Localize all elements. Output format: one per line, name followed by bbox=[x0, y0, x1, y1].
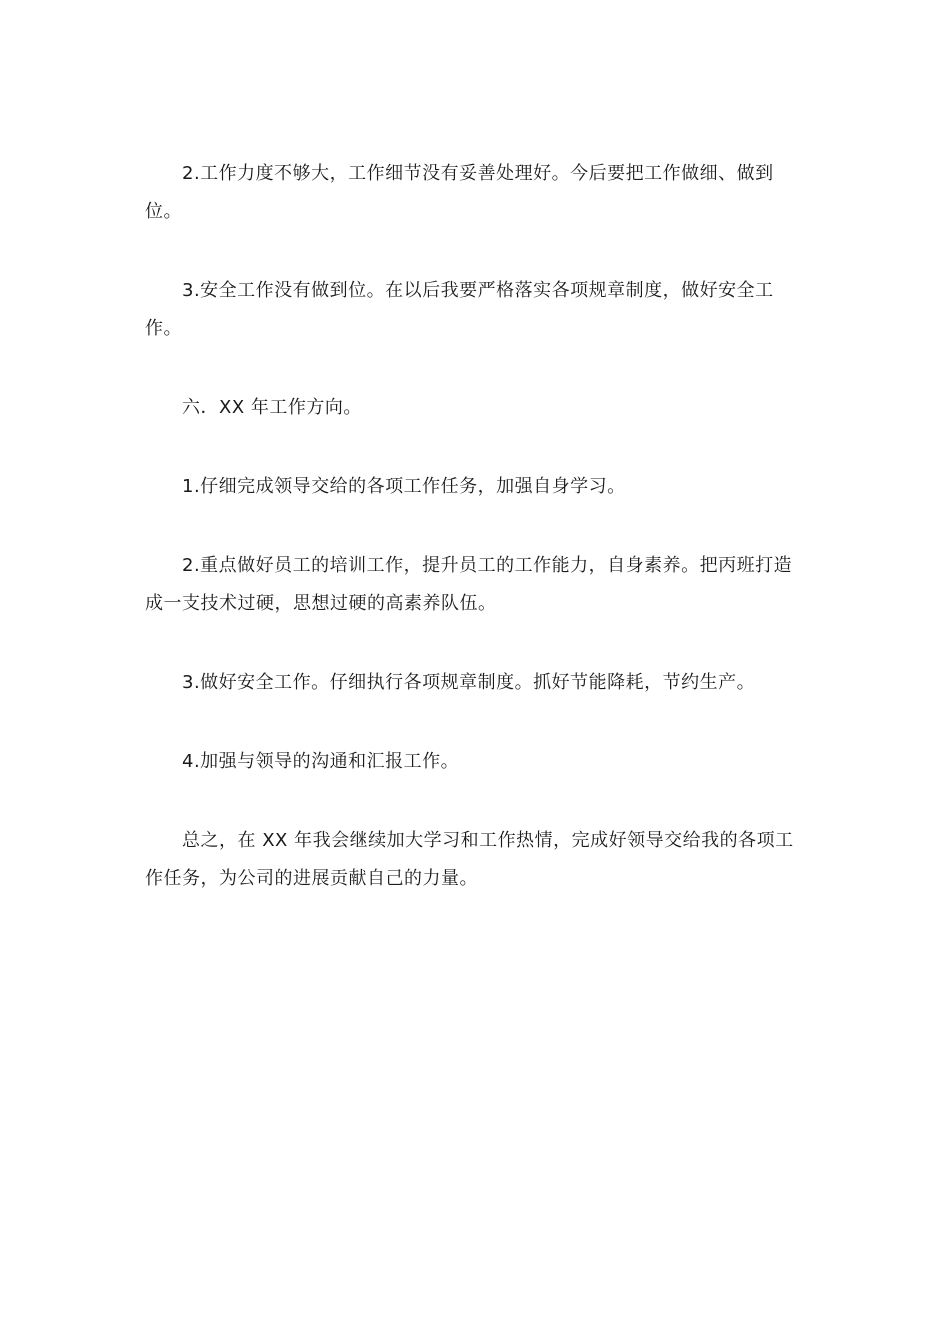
paragraph-direction-4: 4.加强与领导的沟通和汇报工作。 bbox=[182, 751, 460, 772]
paragraph-safety-issue: 3.安全工作没有做到位。在以后我要严格落实各项规章制度，做好安全工作。 bbox=[145, 280, 774, 339]
paragraph-improve-detail: 2.工作力度不够大，工作细节没有妥善处理好。今后要把工作做细、做到位。 bbox=[145, 163, 774, 222]
paragraph-direction-1: 1.仔细完成领导交给的各项工作任务，加强自身学习。 bbox=[182, 476, 626, 497]
document-body bbox=[145, 155, 807, 939]
paragraph-conclusion: 总之，在 XX 年我会继续加大学习和工作热情，完成好领导交给我的各项工作任务，为公司的进展贡献自己的力量。 bbox=[145, 830, 794, 889]
paragraph-direction-2: 2.重点做好员工的培训工作，提升员工的工作能力，自身素养。把丙班打造成一支技术过硬，思想过硬的高素养队伍。 bbox=[145, 555, 793, 614]
paragraph-direction-3: 3.做好安全工作。仔细执行各项规章制度。抓好节能降耗，节约生产。 bbox=[182, 672, 756, 693]
section-heading-work-direction: 六．XX 年工作方向。 bbox=[182, 397, 362, 418]
